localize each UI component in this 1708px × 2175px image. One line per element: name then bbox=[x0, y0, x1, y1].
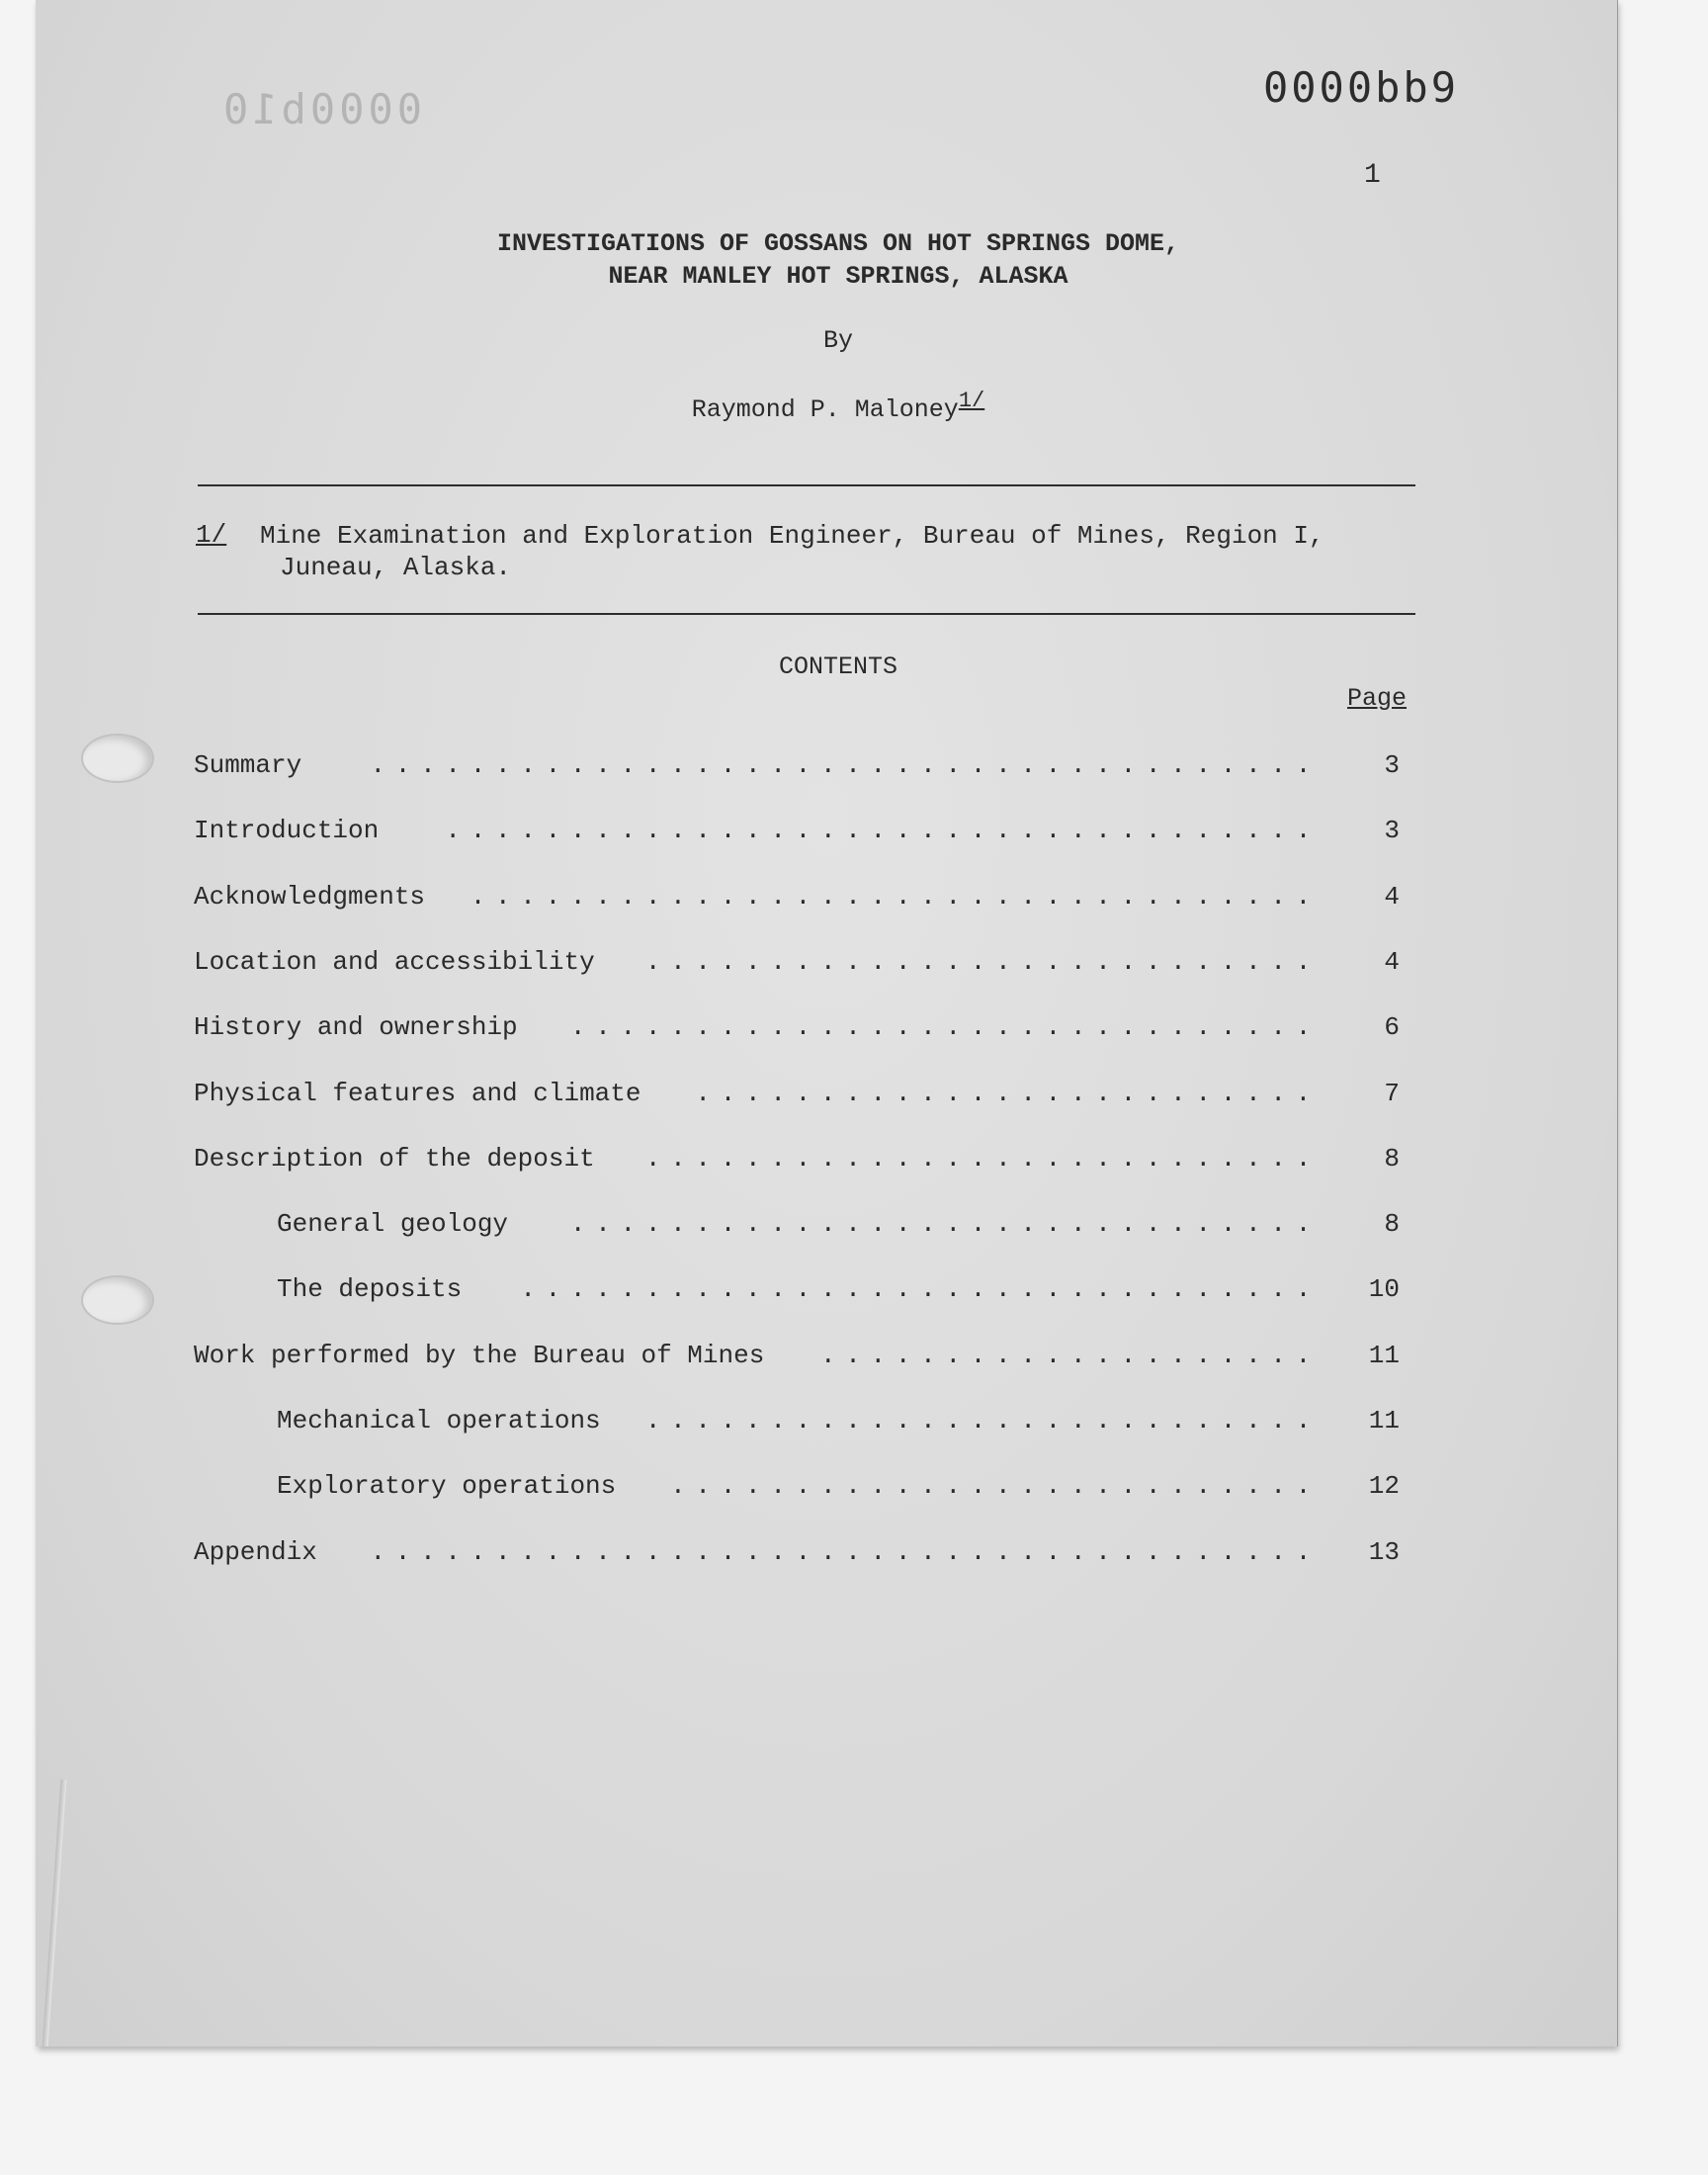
toc-entry-page: 6 bbox=[1384, 1012, 1400, 1042]
toc-dot-leader: .............................. bbox=[569, 1209, 1321, 1239]
toc-entry-label: Acknowledgments bbox=[194, 882, 426, 912]
toc-entry-label: General geology bbox=[277, 1209, 509, 1239]
toc-entry-page: 4 bbox=[1384, 882, 1400, 912]
footnote-line-2: Juneau, Alaska. bbox=[280, 553, 512, 582]
toc-entry-page: 3 bbox=[1384, 816, 1400, 845]
page-column-heading: Page bbox=[1347, 684, 1408, 713]
document-title-line-2: NEAR MANLEY HOT SPRINGS, ALASKA bbox=[608, 262, 1068, 291]
toc-entry-label: Exploratory operations bbox=[277, 1471, 617, 1501]
toc-entry-page: 7 bbox=[1384, 1079, 1400, 1108]
toc-entry-page: 8 bbox=[1384, 1144, 1400, 1174]
toc-entry-page: 4 bbox=[1384, 947, 1400, 977]
serial-stamp: 0000bb9 bbox=[1262, 63, 1459, 112]
toc-entry-page: 3 bbox=[1384, 750, 1400, 780]
toc-entry-label: Physical features and climate bbox=[194, 1079, 641, 1108]
toc-entry bbox=[194, 1403, 1400, 1438]
author-line bbox=[198, 389, 1479, 424]
toc-dot-leader: .............................. bbox=[569, 1012, 1321, 1042]
faded-serial-stamp: 0000b10 bbox=[219, 85, 423, 133]
contents-heading: CONTENTS bbox=[778, 652, 898, 681]
punch-hole-bottom bbox=[81, 1275, 154, 1325]
toc-entry bbox=[194, 944, 1400, 980]
toc-dot-leader: .................... bbox=[819, 1341, 1321, 1370]
toc-dot-leader: ........................... bbox=[644, 1406, 1321, 1436]
toc-entry bbox=[194, 1141, 1400, 1176]
toc-entry-page: 11 bbox=[1368, 1341, 1400, 1370]
toc-entry-page: 12 bbox=[1368, 1471, 1400, 1501]
toc-entry-page: 8 bbox=[1384, 1209, 1400, 1239]
toc-entry bbox=[194, 1076, 1400, 1111]
footnote-line-1: Mine Examination and Exploration Engineer, Bureau of Mines, Region I, bbox=[260, 521, 1324, 551]
toc-dot-leader: ........................... bbox=[644, 1144, 1321, 1174]
toc-entry-label: The deposits bbox=[277, 1274, 463, 1304]
toc-entry-page: 13 bbox=[1368, 1537, 1400, 1567]
author-name: Raymond P. Maloney bbox=[691, 395, 959, 424]
toc-entry bbox=[194, 1534, 1400, 1570]
toc-entry bbox=[194, 747, 1400, 783]
punch-hole-top bbox=[81, 734, 154, 783]
toc-entry-label: Summary bbox=[194, 750, 302, 780]
toc-entry bbox=[194, 879, 1400, 914]
document-title-line-1: INVESTIGATIONS OF GOSSANS ON HOT SPRINGS DOME, bbox=[496, 229, 1180, 258]
toc-entry bbox=[194, 1468, 1400, 1504]
toc-dot-leader: .......................... bbox=[670, 1471, 1321, 1501]
toc-dot-leader: ................................... bbox=[445, 816, 1321, 845]
byline: By bbox=[822, 326, 853, 355]
toc-dot-leader: ................................ bbox=[520, 1274, 1321, 1304]
toc-entry bbox=[194, 1009, 1400, 1045]
footnote-marker: 1/ bbox=[196, 520, 227, 550]
toc-entry-page: 11 bbox=[1368, 1406, 1400, 1436]
footnote-text bbox=[260, 520, 1426, 583]
divider-top bbox=[198, 484, 1415, 486]
toc-entry bbox=[194, 1206, 1400, 1242]
page-number: 1 bbox=[1364, 160, 1381, 191]
divider-bottom bbox=[198, 613, 1415, 615]
toc-dot-leader: ........................... bbox=[644, 947, 1321, 977]
toc-entry-label: Appendix bbox=[194, 1537, 317, 1567]
toc-entry-page: 10 bbox=[1368, 1274, 1400, 1304]
toc-entry bbox=[194, 1271, 1400, 1307]
paper-edge bbox=[1617, 0, 1618, 2046]
toc-entry-label: Introduction bbox=[194, 816, 380, 845]
toc-dot-leader: ......................... bbox=[695, 1079, 1321, 1108]
toc-entry-label: Description of the deposit bbox=[194, 1144, 595, 1174]
toc-dot-leader: .................................. bbox=[470, 882, 1321, 912]
toc-entry bbox=[194, 813, 1400, 848]
toc-entry-label: Work performed by the Bureau of Mines bbox=[194, 1341, 765, 1370]
toc-dot-leader: ...................................... bbox=[370, 750, 1321, 780]
toc-entry-label: Location and accessibility bbox=[194, 947, 595, 977]
author-footnote-ref: 1/ bbox=[958, 389, 985, 413]
toc-entry bbox=[194, 1338, 1400, 1373]
toc-entry-label: Mechanical operations bbox=[277, 1406, 601, 1436]
toc-entry-label: History and ownership bbox=[194, 1012, 518, 1042]
toc-dot-leader: ...................................... bbox=[370, 1537, 1321, 1567]
